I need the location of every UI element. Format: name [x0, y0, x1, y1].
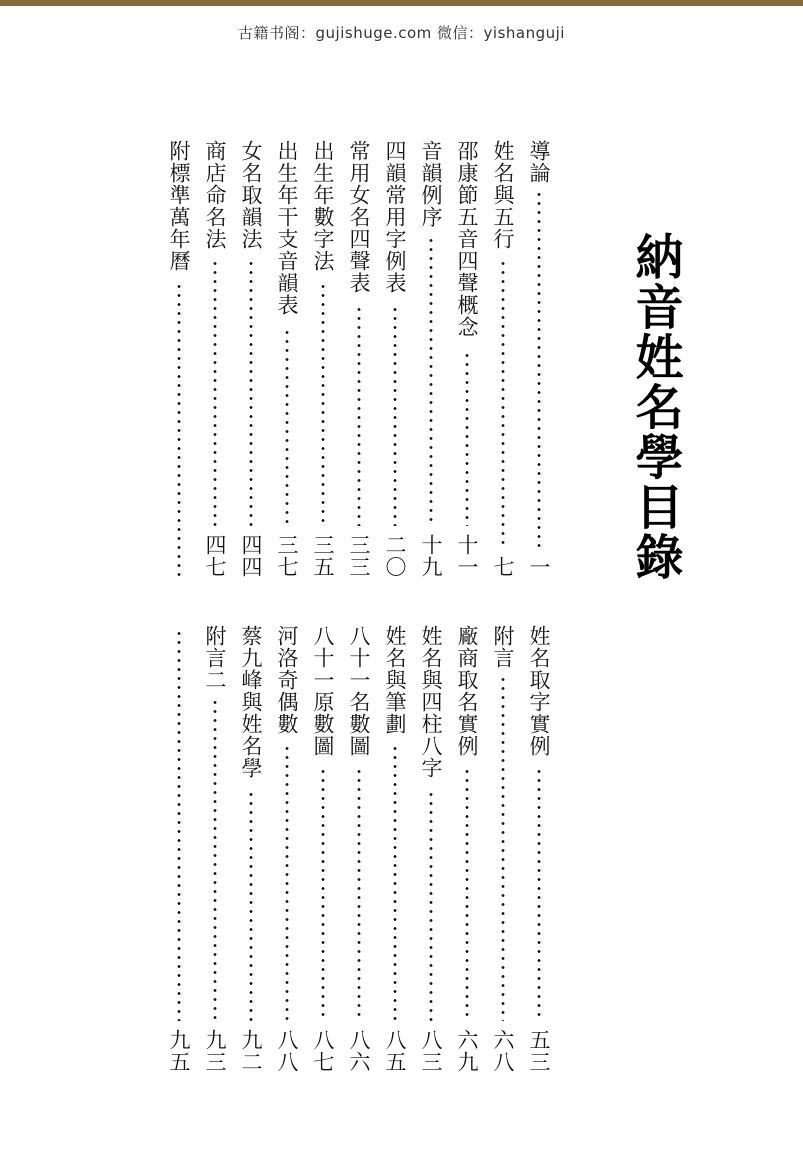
- toc-entry-page-number: 九五: [167, 1029, 191, 1073]
- leader-dots: [320, 282, 326, 526]
- leader-dots: [392, 744, 398, 1021]
- toc-entry[interactable]: [199, 140, 231, 578]
- toc-entry[interactable]: [379, 625, 411, 1073]
- toc-entry-title: 女名取韻法: [239, 140, 263, 250]
- leader-dots: [356, 767, 362, 1021]
- toc-entry-title: 導論: [527, 140, 551, 184]
- toc-entry-page-number: 四七: [203, 534, 227, 578]
- toc-entry[interactable]: [343, 625, 375, 1073]
- toc-entry-page-number: 六九: [455, 1029, 479, 1073]
- leader-dots: [320, 767, 326, 1021]
- toc-entry-page-number: 三七: [275, 534, 299, 578]
- toc-entry[interactable]: [271, 140, 303, 578]
- toc-entry-title: 蔡九峰與姓名學: [239, 625, 263, 779]
- toc-entry-title: 四韻常用字例表: [383, 140, 407, 294]
- toc-entry[interactable]: [199, 625, 231, 1073]
- toc-entry[interactable]: [415, 625, 447, 1073]
- leader-dots: [212, 259, 218, 526]
- toc-entry[interactable]: [163, 625, 195, 1073]
- toc-entry-title: 姓名與筆劃: [383, 625, 407, 735]
- leader-dots: [176, 282, 182, 578]
- toc-entry[interactable]: [451, 625, 483, 1073]
- watermark-text: 古籍书阁：gujishuge.com 微信：yishanguji: [238, 24, 565, 42]
- toc-entry-page-number: 八三: [419, 1029, 443, 1073]
- toc-entry[interactable]: [343, 140, 375, 578]
- toc-entry-page-number: 三五: [311, 534, 335, 578]
- toc-entry[interactable]: [487, 625, 519, 1073]
- toc-entry[interactable]: [379, 140, 411, 578]
- toc-entry[interactable]: [487, 140, 519, 578]
- toc-entry[interactable]: [307, 140, 339, 578]
- toc-entry-page-number: 十九: [419, 534, 443, 578]
- toc-entry[interactable]: [271, 625, 303, 1073]
- leader-dots: [464, 351, 470, 526]
- toc-entry-title: 河洛奇偶數: [275, 625, 299, 735]
- toc-entry-title: 常用女名四聲表: [347, 140, 371, 294]
- toc-entry-title: 音韻例序: [419, 140, 443, 228]
- toc-entry[interactable]: [235, 140, 267, 578]
- toc-entry-title: 附言: [491, 625, 515, 669]
- toc-entry[interactable]: [523, 625, 555, 1073]
- leader-dots: [428, 790, 434, 1021]
- toc-entry-page-number: 九三: [203, 1029, 227, 1073]
- toc-entry-title: 姓名與五行: [491, 140, 515, 250]
- toc-entry[interactable]: [523, 140, 555, 578]
- leader-dots: [356, 305, 362, 526]
- toc-entry[interactable]: [235, 625, 267, 1073]
- toc-entry-page-number: 五三: [527, 1029, 551, 1073]
- leader-dots: [392, 305, 398, 526]
- toc-entry-title: 附標準萬年曆: [167, 140, 191, 272]
- toc-entry-title: 八十一名數圖: [347, 625, 371, 757]
- toc-entry[interactable]: [451, 140, 483, 578]
- toc-entry-title: 廠商取名實例: [455, 625, 479, 757]
- toc-entry-page-number: 三三: [347, 534, 371, 578]
- top-border: [0, 0, 803, 6]
- toc-entry-title: 出生年干支音韻表: [275, 140, 299, 316]
- leader-dots: [428, 236, 434, 526]
- leader-dots: [464, 767, 470, 1021]
- toc-entry-page-number: 八五: [383, 1029, 407, 1073]
- toc-entry-page-number: 八八: [275, 1029, 299, 1073]
- leader-dots: [284, 328, 290, 526]
- toc-entry-title: 邵康節五音四聲概念: [455, 140, 479, 338]
- leader-dots: [536, 767, 542, 1021]
- toc-entry-title: 八十一原數圖: [311, 625, 335, 757]
- toc-entry-page-number: 六八: [491, 1029, 515, 1073]
- toc-entry-page-number: 四四: [239, 534, 263, 578]
- leader-dots: [248, 259, 254, 526]
- toc-entry-page-number: 九二: [239, 1029, 263, 1073]
- toc-entry-page-number: 一: [527, 556, 551, 578]
- page-title: 納音姓名學目錄: [627, 232, 683, 582]
- leader-dots: [212, 698, 218, 1021]
- toc-entry-page-number: 十一: [455, 534, 479, 578]
- toc-entry-page-number: 二〇: [383, 534, 407, 578]
- toc-entry[interactable]: [415, 140, 447, 578]
- leader-dots: [500, 259, 506, 549]
- leader-dots: [536, 190, 542, 549]
- toc-entry-page-number: 八七: [311, 1029, 335, 1073]
- toc-entry-title: 姓名取字實例: [527, 625, 551, 757]
- toc-entry-title: 姓名與四柱八字: [419, 625, 443, 779]
- toc-entry[interactable]: [307, 625, 339, 1073]
- leader-dots: [248, 790, 254, 1021]
- leader-dots: [500, 675, 506, 1021]
- toc-entry-title: 出生年數字法: [311, 140, 335, 272]
- toc-entry-page-number: 七: [491, 556, 515, 578]
- toc-entry-title: 商店命名法: [203, 140, 227, 250]
- toc-entry[interactable]: [163, 140, 195, 578]
- toc-entry-title: 附言二: [203, 625, 227, 691]
- toc-entry-page-number: 八六: [347, 1029, 371, 1073]
- leader-dots: [284, 744, 290, 1021]
- leader-dots: [176, 629, 182, 1021]
